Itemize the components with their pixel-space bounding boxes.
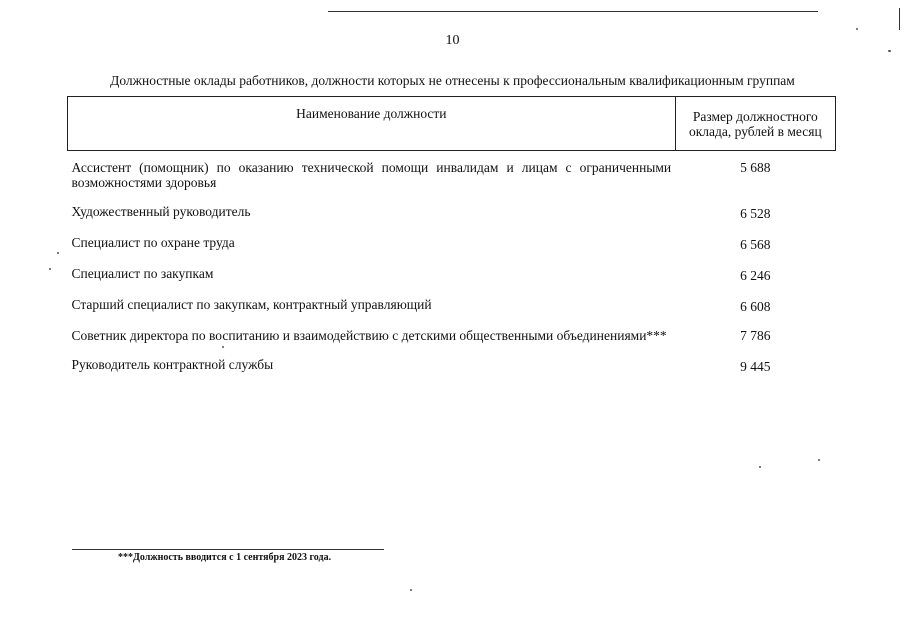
salary-value: 9 445	[740, 359, 771, 374]
table-row	[68, 288, 836, 319]
salary-value: 6 608	[740, 299, 771, 314]
header-position-name: Наименование должности	[68, 97, 676, 151]
position-name: Старший специалист по закупкам, контрактный управляющий	[71, 297, 432, 312]
salary-value: 7 786	[740, 328, 771, 343]
table-row	[68, 319, 836, 348]
table-row	[68, 226, 836, 257]
scan-speck	[759, 466, 761, 468]
scan-speck	[818, 459, 820, 461]
scan-speck	[57, 252, 59, 254]
header-salary	[675, 97, 835, 151]
salary-table	[67, 96, 836, 379]
position-name: Специалист по закупкам	[71, 266, 214, 281]
salary-value: 6 568	[740, 237, 771, 252]
scan-speck	[856, 28, 858, 30]
position-name: Руководитель контрактной службы	[71, 357, 274, 372]
page-number: 10	[445, 33, 460, 48]
scan-speck	[888, 50, 891, 52]
table-row	[68, 151, 836, 196]
top-rule	[328, 11, 818, 12]
salary-value: 5 688	[740, 160, 771, 175]
document-heading: Должностные оклады работников, должности которых не отнесены к профессиональным квалификационным группам	[110, 73, 795, 88]
table-row	[68, 257, 836, 288]
edge-mark	[899, 8, 900, 30]
position-name: Ассистент (помощник) по оказанию технической помощи инвалидам и лицам с ограниченными возможностями здоровья	[71, 160, 672, 190]
salary-value: 6 528	[740, 206, 771, 221]
footnote: ***Должность вводится с 1 сентября 2023 года.	[118, 552, 332, 563]
footnote-rule	[72, 549, 384, 550]
position-name: Специалист по охране труда	[71, 235, 235, 250]
position-name: Советник директора по воспитанию и взаимодействию с детскими общественными объединениями***	[71, 328, 667, 343]
salary-value: 6 246	[740, 268, 771, 283]
scan-speck	[49, 268, 51, 270]
table-row	[68, 348, 836, 379]
position-name: Художественный руководитель	[71, 204, 251, 219]
table-row	[68, 195, 836, 226]
header-salary-line1: Размер должностного	[692, 108, 818, 124]
scan-speck	[410, 589, 412, 591]
header-salary-line2: оклада, рублей в месяц	[688, 123, 822, 139]
table-header-row	[68, 97, 836, 151]
